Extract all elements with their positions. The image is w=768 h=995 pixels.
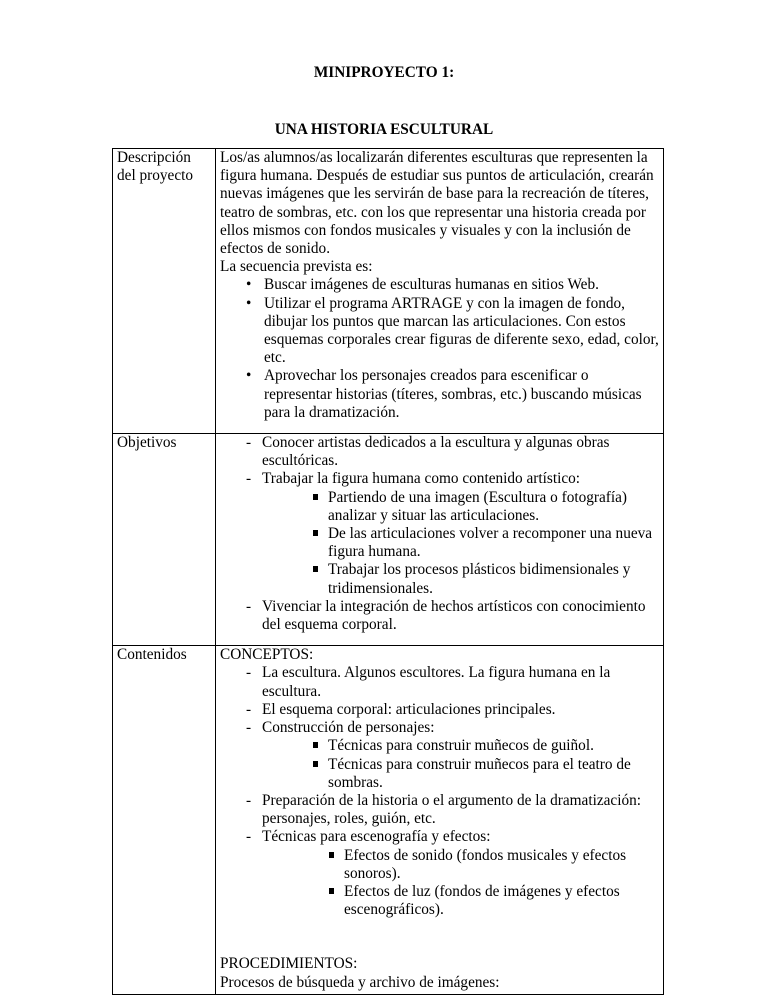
label-contenidos: Contenidos (113, 646, 216, 994)
list-item: De las articulaciones volver a recomponer una nueva figura humana. (220, 525, 660, 561)
list-item: • Aprovechar los personajes creados para escenificar o representar historias (títeres, sombras, etc.) buscando músicas para la dramatización. (220, 367, 660, 422)
procedimientos-heading: PROCEDIMIENTOS: (220, 955, 358, 973)
list-item: - Técnicas para escenografía y efectos: (220, 828, 660, 846)
conceptos-heading: CONCEPTOS: (220, 646, 314, 664)
list-item: Técnicas para construir muñecos de guiñol. (220, 737, 660, 755)
list-item: Efectos de sonido (fondos musicales y efectos sonoros). (220, 847, 660, 883)
objetivos-list (220, 434, 660, 489)
list-item: Efectos de luz (fondos de imágenes y efectos escenográficos). (220, 883, 660, 919)
row-descripcion (113, 149, 664, 434)
label-objetivos: Objetivos (113, 434, 216, 646)
content-descripcion (216, 149, 664, 434)
spacer (220, 919, 660, 955)
list-item: • Utilizar el programa ARTRAGE y con la imagen de fondo, dibujar los puntos que marcan las articulaciones. Con estos esquemas corporales crear figuras de diferente sexo, edad, color, etc. (220, 295, 660, 368)
list-item: - Trabajar la figura humana como contenido artístico: (220, 470, 660, 488)
list-item: • Buscar imágenes de esculturas humanas en sitios Web. (220, 276, 660, 294)
list-item: - El esquema corporal: articulaciones principales. (220, 701, 660, 719)
row-objetivos (113, 434, 664, 646)
efectos-sublist (220, 847, 660, 920)
project-table (112, 148, 664, 995)
label-descripcion: Descripción del proyecto (113, 149, 216, 434)
list-item: Trabajar los procesos plásticos bidimensionales y tridimensionales. (220, 561, 660, 597)
procedimientos-text: Procesos de búsqueda y archivo de imágenes: (220, 973, 500, 991)
content-objetivos (216, 434, 664, 646)
conceptos-list (220, 664, 660, 737)
document-subtitle: UNA HISTORIA ESCULTURAL (274, 121, 494, 138)
document-title: MINIPROYECTO 1: (313, 64, 455, 81)
secuencia-intro: La secuencia prevista es: (220, 258, 373, 276)
objetivos-list-end (220, 598, 660, 634)
list-item: - La escultura. Algunos escultores. La figura humana en la escultura. (220, 664, 660, 700)
personajes-sublist (220, 737, 660, 792)
conceptos-list-2 (220, 792, 660, 847)
list-item: Partiendo de una imagen (Escultura o fotografía) analizar y situar las articulaciones. (220, 489, 660, 525)
list-item: Técnicas para construir muñecos para el teatro de sombras. (220, 756, 660, 792)
list-item: - Preparación de la historia o el argumento de la dramatización: personajes, roles, guión, etc. (220, 792, 660, 828)
objetivos-sublist (220, 489, 660, 598)
descripcion-text: Los/as alumnos/as localizarán diferentes esculturas que representen la figura humana. Después de estudiar sus puntos de articulación, crearán nuevas imágenes que les servirán de base para la recreación de títeres, teatro de sombras, etc. con los que representar una historia creada por ellos mismos con fondos musicales y visuales y con la inclusión de efectos de sonido. (220, 149, 654, 258)
list-item: - Vivenciar la integración de hechos artísticos con conocimiento del esquema corporal. (220, 598, 660, 634)
row-contenidos (113, 646, 664, 994)
list-item: - Construcción de personajes: (220, 719, 660, 737)
content-contenidos (216, 646, 664, 994)
secuencia-list (220, 276, 660, 422)
list-item: - Conocer artistas dedicados a la escultura y algunas obras escultóricas. (220, 434, 660, 470)
